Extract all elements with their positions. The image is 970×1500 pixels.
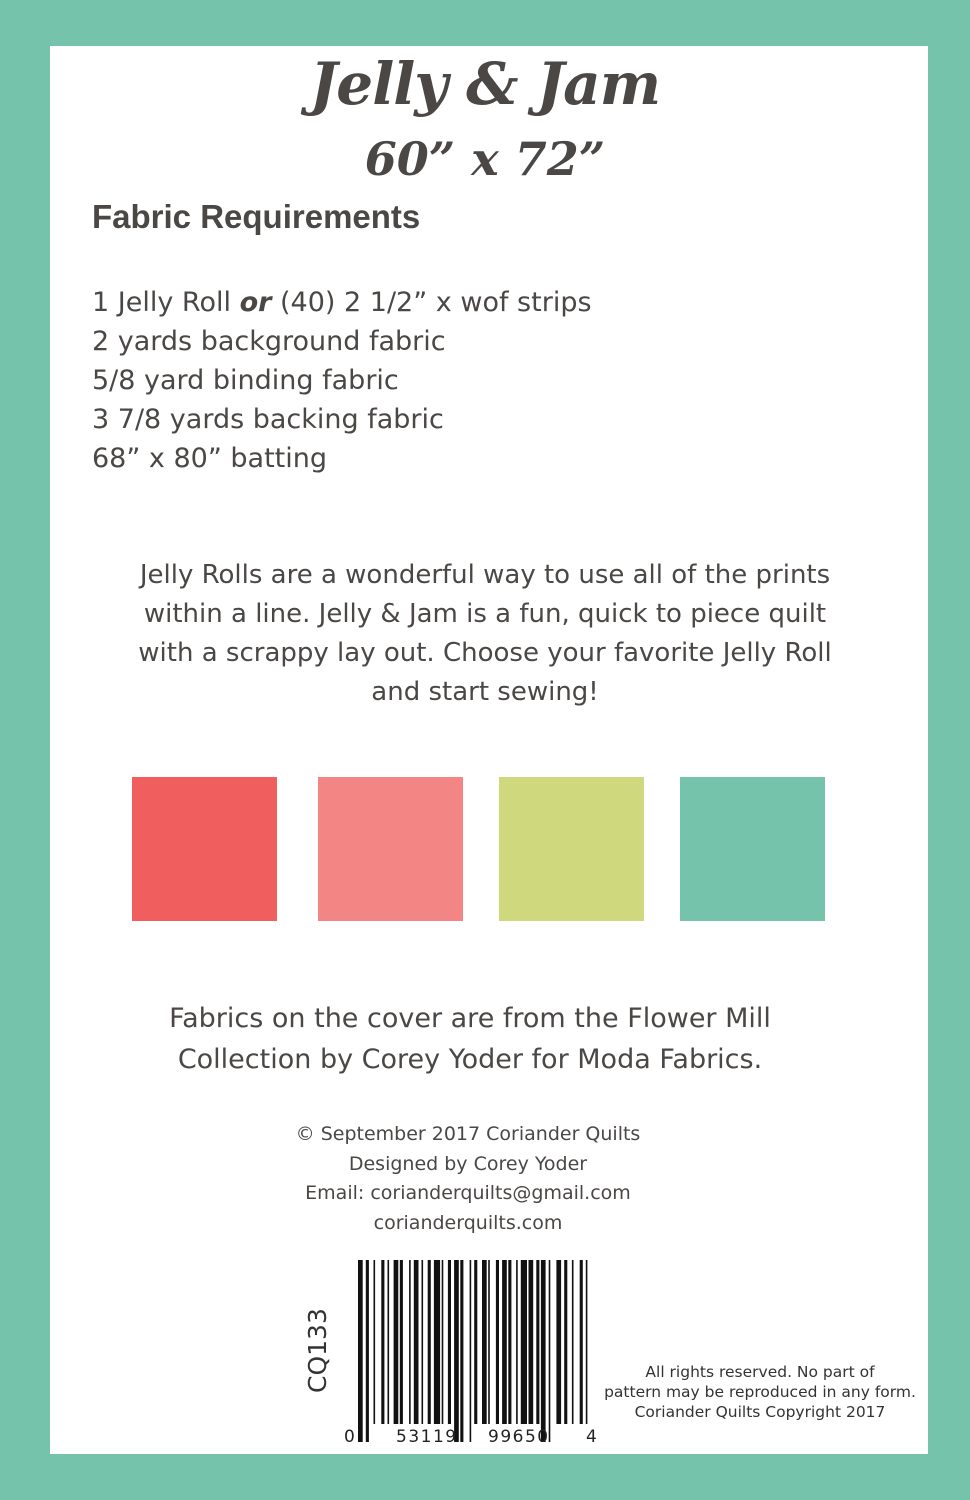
sku-code: CQ133 — [303, 1308, 332, 1393]
barcode-bar — [488, 1260, 490, 1424]
rights-notice — [596, 1362, 924, 1422]
intro-line: and start sewing! — [371, 677, 599, 707]
requirement-item: 3 7/8 yards backing fabric — [92, 404, 444, 435]
rights-line: pattern may be reproduced in any form. — [604, 1383, 916, 1401]
barcode-bar — [474, 1260, 477, 1424]
barcode-bar — [470, 1260, 472, 1442]
fabrics-note-line: Fabrics on the cover are from the Flower Mill — [169, 1003, 771, 1034]
designer-line: Designed by Corey Yoder — [348, 1152, 588, 1175]
barcode-bar — [496, 1260, 499, 1424]
barcode-bar — [508, 1260, 511, 1424]
barcode-bar — [536, 1260, 539, 1424]
barcode-bar — [442, 1260, 444, 1424]
barcode-bar — [454, 1260, 459, 1442]
barcode-bar — [374, 1260, 376, 1424]
barcode-bar — [381, 1260, 384, 1424]
website-line: corianderquilts.com — [373, 1211, 563, 1234]
barcode-digit-last: 4 — [586, 1427, 597, 1447]
barcode-bar — [572, 1260, 574, 1424]
fabric-requirements-heading: Fabric Requirements — [92, 198, 421, 235]
quilt-size: 60” x 72” — [364, 132, 606, 186]
barcode-bar — [428, 1260, 431, 1424]
barcode-bar — [516, 1260, 518, 1424]
barcode-bar — [541, 1260, 546, 1442]
color-swatch-lime — [499, 777, 644, 921]
requirement-item: 68” x 80” batting — [92, 443, 328, 474]
barcode-bar — [366, 1260, 369, 1442]
intro-line: Jelly Rolls are a wonderful way to use all of the prints — [139, 560, 831, 590]
barcode-digits-right: 99650 — [488, 1427, 550, 1447]
fabrics-note-line: Collection by Corey Yoder for Moda Fabrics. — [177, 1044, 763, 1075]
pattern-title: Jelly & Jam — [309, 50, 661, 118]
barcode-bar — [564, 1260, 567, 1424]
barcode-bar — [580, 1260, 583, 1424]
rights-line: Coriander Quilts Copyright 2017 — [634, 1403, 886, 1421]
requirement-item: 5/8 yard binding fabric — [92, 365, 399, 396]
rights-line: All rights reserved. No part of — [645, 1363, 875, 1381]
barcode-bar — [586, 1260, 588, 1424]
barcode-bar — [400, 1260, 403, 1424]
barcode-bar — [556, 1260, 561, 1424]
barcode-bar — [394, 1260, 399, 1424]
barcode-bar — [521, 1260, 527, 1424]
barcode-bar — [434, 1260, 440, 1424]
barcode-bar — [358, 1260, 363, 1442]
barcode-bar — [409, 1260, 411, 1424]
intro-paragraph — [110, 556, 860, 712]
barcode-bar — [448, 1260, 451, 1424]
credits-block — [220, 1120, 716, 1238]
fabrics-note — [120, 998, 820, 1080]
requirement-item: 2 yards background fabric — [92, 326, 446, 357]
color-swatch-red — [132, 777, 277, 921]
barcode — [340, 1258, 602, 1448]
barcode-digit-first: 0 — [344, 1427, 355, 1447]
barcode-bar — [414, 1260, 419, 1424]
fabric-requirements-list — [92, 283, 592, 478]
copyright-line: © September 2017 Coriander Quilts — [295, 1123, 641, 1145]
requirement-item: 1 Jelly Roll or (40) 2 1/2” x wof strips — [92, 287, 592, 318]
color-swatch-pink — [318, 777, 463, 921]
intro-line: within a line. Jelly & Jam is a fun, quick to piece quilt — [143, 599, 827, 629]
barcode-bar — [422, 1260, 424, 1424]
color-swatch-teal — [680, 777, 825, 921]
barcode-bar — [549, 1260, 551, 1442]
barcode-digits-left: 53119 — [396, 1427, 458, 1447]
barcode-bar — [460, 1260, 463, 1442]
barcode-bar — [482, 1260, 487, 1424]
barcode-bar — [388, 1260, 390, 1424]
barcode-bar — [502, 1260, 507, 1424]
intro-line: with a scrappy lay out. Choose your favorite Jelly Roll — [138, 638, 832, 668]
barcode-bar — [529, 1260, 534, 1424]
email-line: Email: corianderquilts@gmail.com — [305, 1182, 631, 1204]
pattern-back-panel — [50, 46, 928, 1454]
